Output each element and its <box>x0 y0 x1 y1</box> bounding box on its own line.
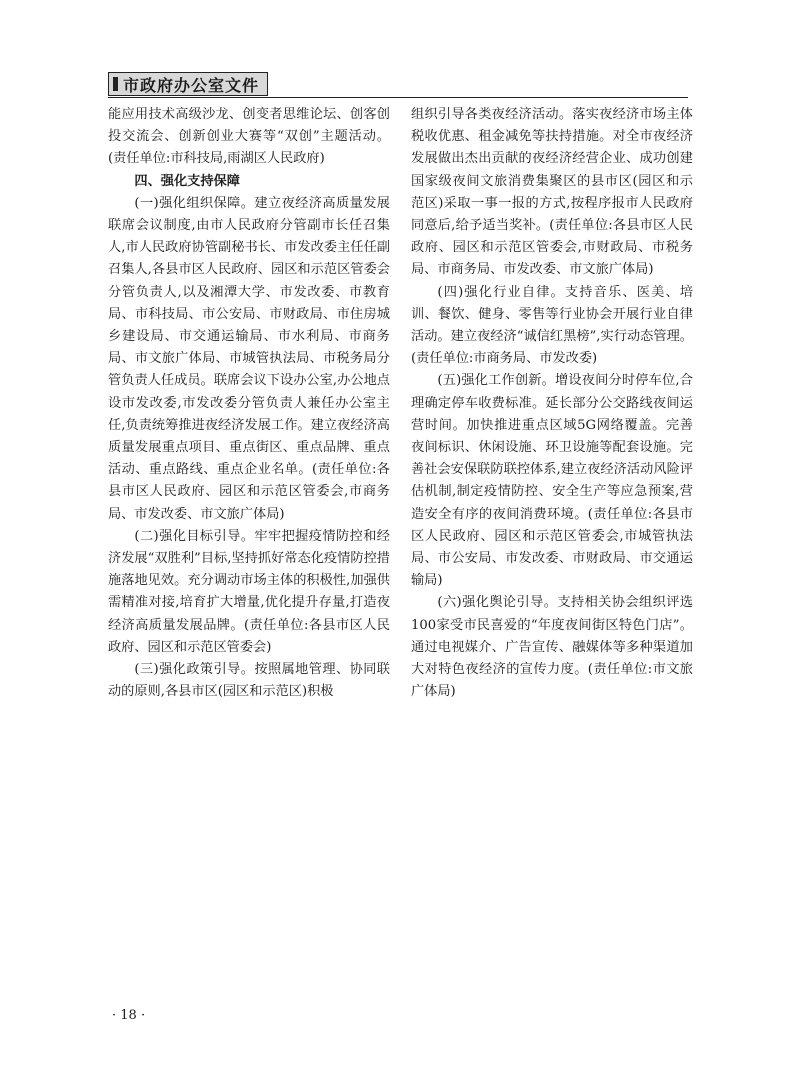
section-heading: 四、强化支持保障 <box>134 173 240 189</box>
left-column <box>108 104 390 703</box>
header-title: 市政府办公室文件 <box>123 75 260 95</box>
paragraph: (四)强化行业自律。支持音乐、医美、培训、餐饮、健身、零售等行业协会开展行业自律活动。建立夜经济“诚信红黑榜”,实行动态管理。(责任单位:市商务局、市发改委) <box>411 284 693 367</box>
paragraph-continued: 能应用技术高级沙龙、创变者思维论坛、创客创投交流会、创新创业大赛等“双创”主题活动。(责任单位:市科技局,雨湖区人民政府) <box>108 107 390 167</box>
page-number: · 18 · <box>112 1008 146 1023</box>
paragraph: (六)强化舆论引导。支持相关协会组织评选100家受市民喜爱的“年度夜间街区特色门店”。通过电视媒介、广告宣传、融媒体等多种渠道加大对特色夜经济的宣传力度。(责任单位:市文旅广体局) <box>411 595 693 700</box>
header-title-box <box>108 72 268 96</box>
paragraph: (五)强化工作创新。增设夜间分时停车位,合理确定停车收费标准。延长部分公交路线夜间运营时间。加快推进重点区域5G网络覆盖。完善夜间标识、休闲设施、环卫设施等配套设施。完善社会安保联防联控体系,建立夜经济活动风险评估机制,制定疫情防控、安全生产等应急预案,营造安全有序的夜间消费环境。(责任单位:各县市区人民政府、园区和示范区管委会,市城管执法局、市公安局、市发改委、市财政局、市交通运输局) <box>411 373 693 589</box>
paragraph-continued: 组织引导各类夜经济活动。落实夜经济市场主体税收优惠、租金减免等扶持措施。对全市夜经济发展做出杰出贡献的夜经济经营企业、成功创建国家级夜间文旅消费集聚区的县市区(园区和示范区)采取一事一报的方式,按程序报市人民政府同意后,给予适当奖补。(责任单位:各县市区人民政府、园区和示范区管委会,市财政局、市税务局、市商务局、市发改委、市文旅广体局) <box>411 107 693 278</box>
running-header <box>108 70 688 100</box>
paragraph: (二)强化目标引导。牢牢把握疫情防控和经济发展“双胜利”目标,坚持抓好常态化疫情防控措施落地见效。充分调动市场主体的积极性,加强供需精准对接,培育扩大增量,优化提升存量,打造夜经济高质量发展品牌。(责任单位:各县市区人民政府、园区和示范区管委会) <box>108 528 390 655</box>
header-rule <box>108 97 688 98</box>
right-column <box>411 104 693 703</box>
paragraph: (三)强化政策引导。按照属地管理、协同联动的原则,各县市区(园区和示范区)积极 <box>108 662 390 700</box>
paragraph: (一)强化组织保障。建立夜经济高质量发展联席会议制度,由市人民政府分管副市长任召集人,市人民政府协管副秘书长、市发改委主任任副召集人,各县市区人民政府、园区和示范区管委会分管负责人,以及湘潭大学、市发改委、市教育局、市科技局、市公安局、市财政局、市住房城乡建设局、市交通运输局、市水利局、市商务局、市文旅广体局、市城管执法局、市税务局分管负责人任成员。联席会议下设办公室,办公地点设市发改委,市发改委分管负责人兼任办公室主任,负责统筹推进夜经济发展工作。建立夜经济高质量发展重点项目、重点街区、重点品牌、重点活动、重点路线、重点企业名单。(责任单位:各县市区人民政府、园区和示范区管委会,市商务局、市发改委、市文旅广体局) <box>108 195 390 522</box>
